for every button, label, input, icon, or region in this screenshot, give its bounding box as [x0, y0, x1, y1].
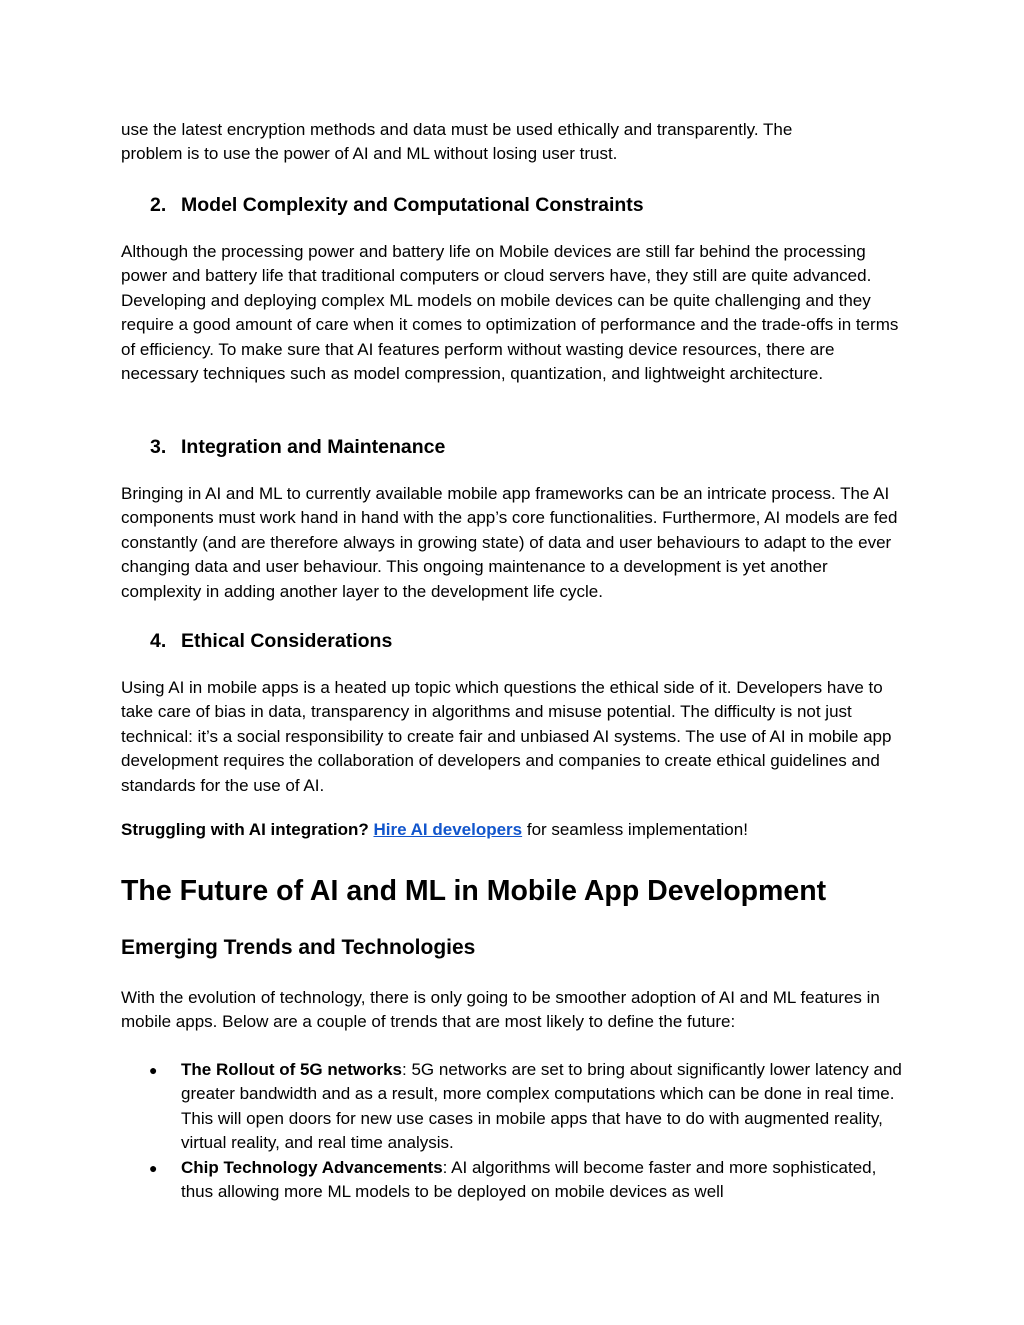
section-body-2: Although the processing power and battery life on Mobile devices are still far behind the processing power and battery life that traditional computers or cloud servers have, they still are quite advanced. Developing and deploying complex ML models on mobile devices can be quite challenging and they require a good amount of care when it comes to optimization of performance and the trade-offs in terms of efficiency. To make sure that AI features perform without wasting device resources, there are necessary techniques such as model compression, quantization, and lightweight architecture. [121, 242, 899, 384]
cta-rest: for seamless implementation! [522, 820, 748, 839]
intro-paragraph [121, 118, 911, 167]
bullet-text: : AI algorithms will become faster and more sophisticated, thus allowing more ML models to be deployed on mobile devices as well [181, 1157, 877, 1202]
section-number: 4. [150, 630, 167, 652]
bullet-icon: ● [149, 1159, 158, 1176]
future-heading: The Future of AI and ML in Mobile App Development [121, 875, 827, 907]
section-number: 3. [150, 436, 167, 458]
section-title: Integration and Maintenance [181, 436, 446, 458]
bullet-text: : 5G networks are set to bring about significantly lower latency and greater bandwidth and as a result, more complex computations which can be done in real time. This will open doors for new use cases in mobile apps that have to do with augmented reality, virtual reality, and real time analysis. [181, 1060, 902, 1153]
section-title: Model Complexity and Computational Constraints [181, 194, 644, 216]
intro-line-1: use the latest encryption methods and data must be used ethically and transparently. The [121, 120, 793, 139]
section-body-4: Using AI in mobile apps is a heated up topic which questions the ethical side of it. Developers have to take care of bias in data, transparency in algorithms and misuse potential. The difficulty is not just technical: it’s a social responsibility to create fair and unbiased AI systems. The use of AI in mobile app development requires the collaboration of developers and companies to create ethical guidelines and standards for the use of AI. [121, 678, 892, 795]
cta-question: Struggling with AI integration? [121, 820, 369, 839]
bullet-term: Chip Technology Advancements [181, 1157, 443, 1177]
section-body-3: Bringing in AI and ML to currently available mobile app frameworks can be an intricate process. The AI components must work hand in hand with the app’s core functionalities. Furthermore, AI models are fed constantly (and are therefore always in growing state) of data and user behaviours to adapt to the ever changing data and user behaviour. This ongoing maintenance to a development is yet another complexity in adding another layer to the development life cycle. [121, 484, 898, 601]
section-title: Ethical Considerations [181, 630, 393, 652]
section-heading-3 [150, 434, 445, 460]
section-number: 2. [150, 194, 167, 216]
list-item [121, 1156, 911, 1205]
section-heading-4 [150, 628, 392, 654]
bullet-icon: ● [149, 1062, 158, 1078]
list-item [121, 1058, 911, 1156]
cta-paragraph [121, 818, 911, 842]
trends-subheading: Emerging Trends and Technologies [121, 936, 476, 959]
section-heading-2 [150, 192, 644, 218]
intro-line-2: problem is to use the power of AI and ML without losing user trust. [121, 144, 618, 164]
hire-ai-developers-link[interactable]: Hire AI developers [373, 820, 523, 839]
trends-intro: With the evolution of technology, there is only going to be smoother adoption of AI and ML features in mobile apps. Below are a couple of trends that are most likely to define the future: [121, 988, 880, 1032]
trends-list [121, 1058, 911, 1204]
bullet-term: The Rollout of 5G networks [181, 1060, 403, 1079]
